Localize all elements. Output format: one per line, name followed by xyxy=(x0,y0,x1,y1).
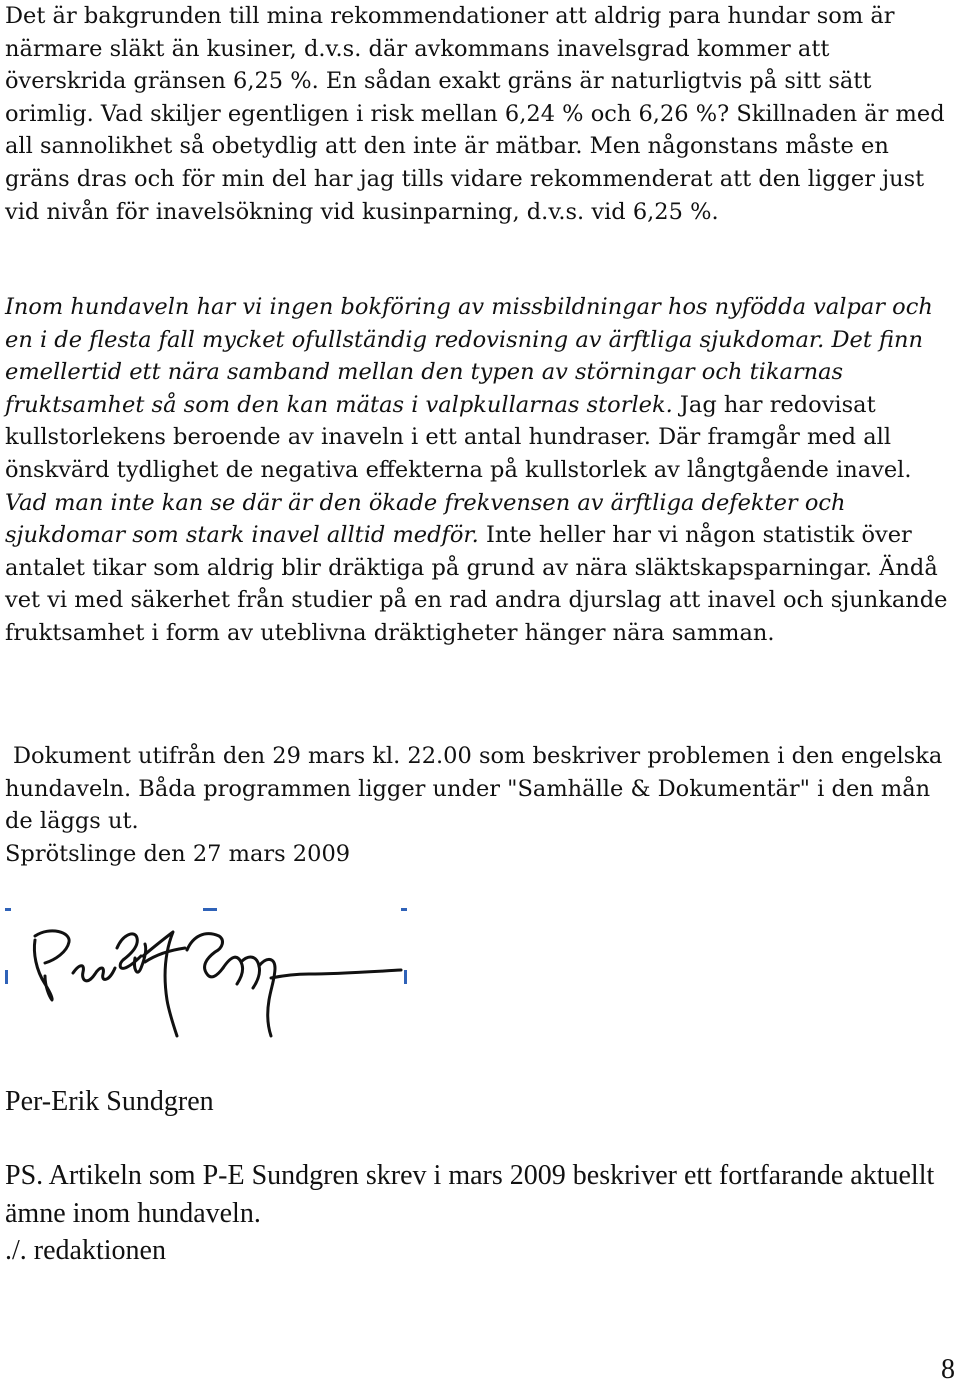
postscript-signoff: ./. redaktionen xyxy=(5,1235,166,1266)
paragraph-dog-breeding xyxy=(5,291,953,650)
paragraph-text: Dokument utifrån den 29 mars kl. 22.00 som beskriver problemen i den engelska hundaveln. Båda programmen ligger under "Samhälle & Dokumentär" i den mån de läggs ut. xyxy=(5,743,943,835)
selection-handle[interactable] xyxy=(5,908,11,911)
italic-sentence-3: Vad man inte kan se där är den ökade frekvensen av ärftliga defekter och sjukdomar som stark inavel alltid medför. xyxy=(5,489,846,549)
selection-handle[interactable] xyxy=(404,970,407,984)
paragraph-inbreeding-limit xyxy=(5,0,953,228)
paragraph-documentary xyxy=(5,740,953,838)
signer-name: Per-Erik Sundgren xyxy=(5,1086,214,1117)
selection-handle[interactable] xyxy=(5,970,8,984)
postscript xyxy=(5,1157,953,1270)
sentence-2: Jag har redovisat kullstorlekens beroende av inaveln i ett antal hundraser. Där framgår med all önskvärd tydlighet de negativa effekterna på kullstorlek av långtgående inavel. xyxy=(5,391,912,483)
paragraph-text: Det är bakgrunden till mina rekommendationer att aldrig para hundar som är närmare släkt än kusiner, d.v.s. där avkommans inavelsgrad kommer att överskrida gränsen 6,25 %. En sådan exakt gräns är naturligtvis på sitt sätt orimlig. Vad skiljer egentligen i risk mellan 6,24 % och 6,26 %? Skillnaden är med all sannolikhet så obetydlig att den inte är mätbar. Men någonstans måste en gräns dras och för min del har jag tills vidare rekommenderat att den ligger just vid nivån för inavelsökning vid kusinparning, d.v.s. vid 6,25 %. xyxy=(5,3,945,225)
postscript-text: PS. Artikeln som P-E Sundgren skrev i mars 2009 beskriver ett fortfarande aktuellt ämne inom hundaveln. xyxy=(5,1160,935,1229)
place-and-date: Sprötslinge den 27 mars 2009 xyxy=(5,841,351,867)
signature-image[interactable] xyxy=(5,908,407,1048)
handwritten-signature-icon xyxy=(5,908,407,1048)
sentence-4: Inte heller har vi någon statistik över antalet tikar som aldrig blir dräktiga på grund av nära släktskapsparningar. Ändå vet vi med säkerhet från studier på en rad andra djurslag att inavel och sjunkande fruktsamhet i form av uteblivna dräktigheter hänger nära samman. xyxy=(5,522,948,646)
selection-handle[interactable] xyxy=(203,908,217,911)
italic-sentence-1: Inom hundaveln har vi ingen bokföring av missbildningar hos nyfödda valpar och en i de flesta fall mycket ofullständig redovisning av ärftliga sjukdomar. Det finn emellertid ett nära samband mellan den typen av störningar och tikarnas fruktsamhet så som den kan mätas i valpkullarnas storlek. xyxy=(5,294,933,418)
selection-handle[interactable] xyxy=(401,908,407,911)
page-number: 8 xyxy=(941,1354,955,1385)
